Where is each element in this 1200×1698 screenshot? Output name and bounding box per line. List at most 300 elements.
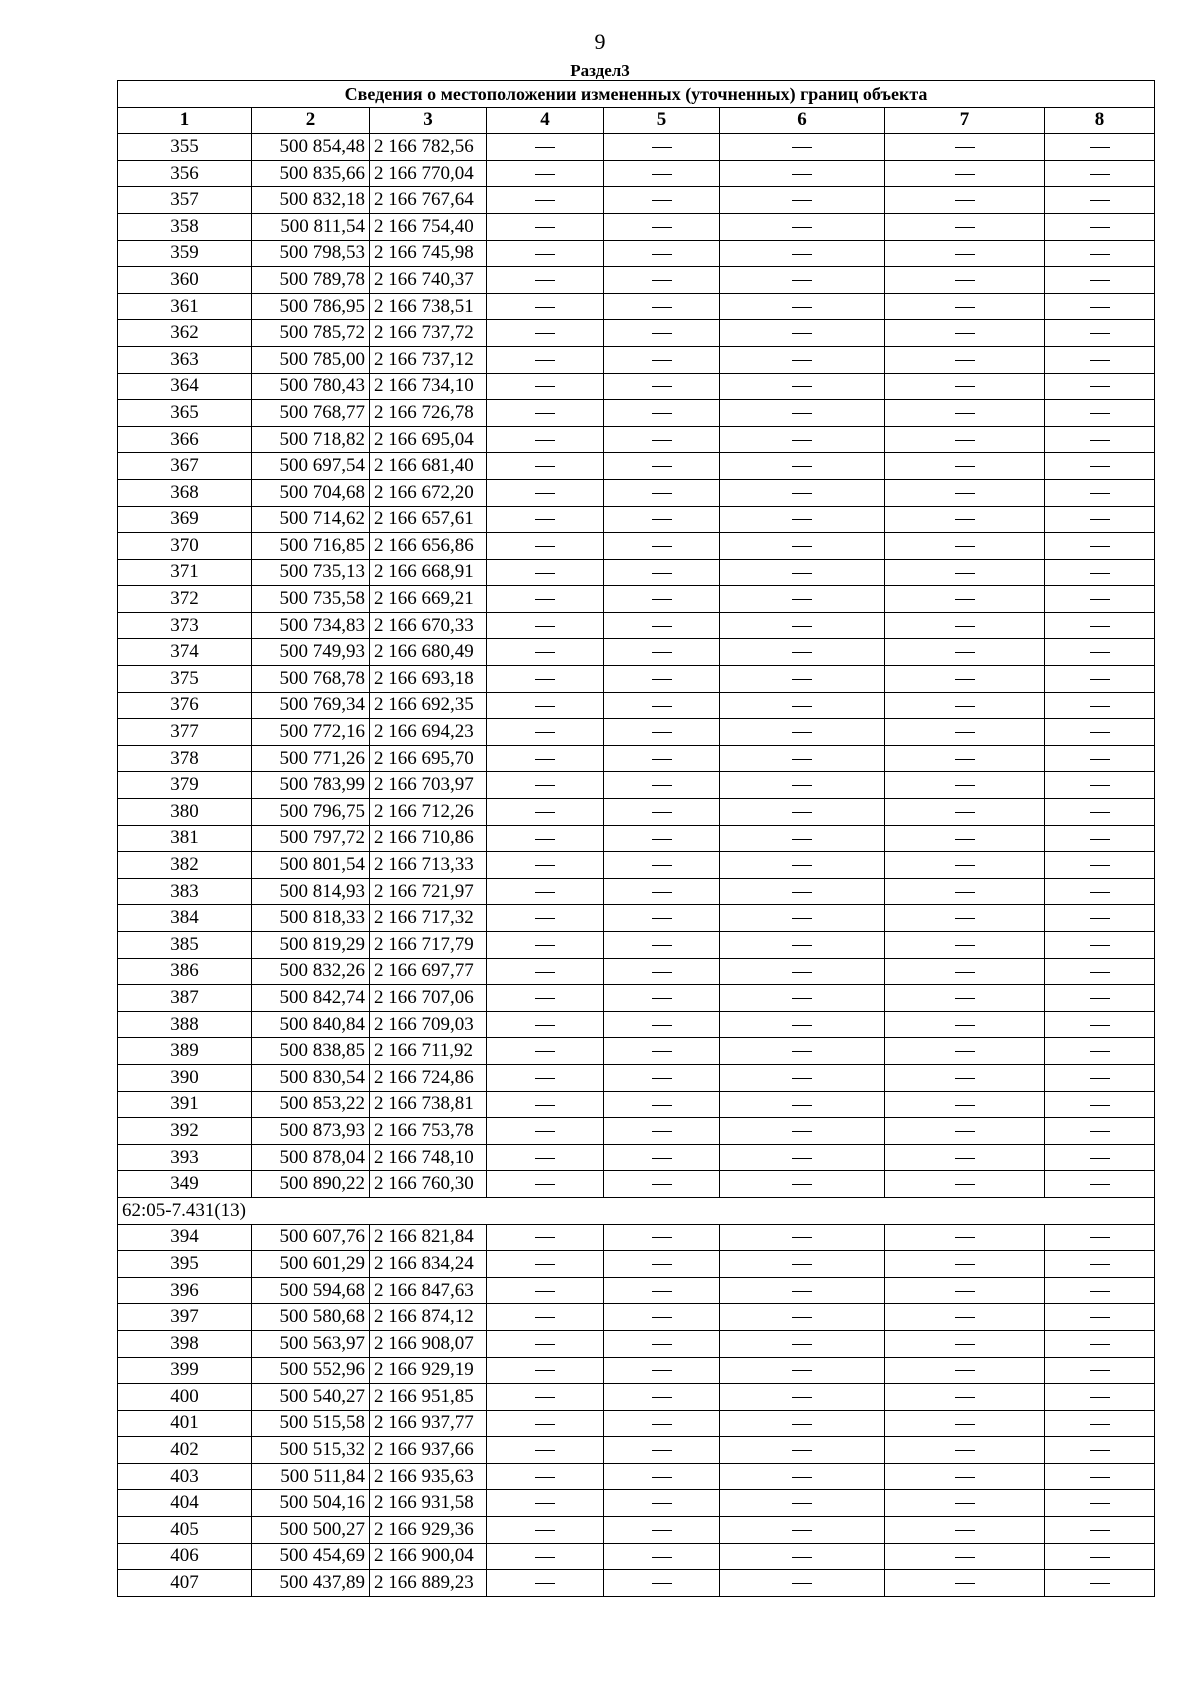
dash-mark xyxy=(792,1424,812,1425)
dash-mark xyxy=(955,573,975,574)
x-coordinate-cell: 500 437,89 xyxy=(252,1570,370,1597)
empty-value-cell xyxy=(604,772,720,799)
dash-mark xyxy=(1090,227,1110,228)
point-number-cell: 365 xyxy=(118,400,252,427)
point-number-cell: 355 xyxy=(118,134,252,161)
dash-mark xyxy=(535,972,555,973)
dash-mark xyxy=(792,227,812,228)
empty-value-cell xyxy=(885,1517,1045,1544)
empty-value-cell xyxy=(487,1277,604,1304)
point-number-cell: 349 xyxy=(118,1171,252,1198)
empty-value-cell xyxy=(1045,1517,1155,1544)
empty-value-cell xyxy=(1045,852,1155,879)
table-row xyxy=(118,373,1155,400)
empty-value-cell xyxy=(1045,1038,1155,1065)
dash-mark xyxy=(535,440,555,441)
x-coordinate-cell: 500 540,27 xyxy=(252,1384,370,1411)
dash-mark xyxy=(652,759,672,760)
y-coordinate-cell: 2 166 710,86 xyxy=(370,825,487,852)
table-row xyxy=(118,1437,1155,1464)
dash-mark xyxy=(955,519,975,520)
dash-mark xyxy=(535,918,555,919)
empty-value-cell xyxy=(885,1330,1045,1357)
empty-value-cell xyxy=(885,1091,1045,1118)
dash-mark xyxy=(955,147,975,148)
x-coordinate-cell: 500 704,68 xyxy=(252,479,370,506)
empty-value-cell xyxy=(1045,1011,1155,1038)
dash-mark xyxy=(652,839,672,840)
table-row xyxy=(118,293,1155,320)
empty-value-cell xyxy=(604,1277,720,1304)
empty-value-cell xyxy=(487,1357,604,1384)
dash-mark xyxy=(792,1051,812,1052)
table-row xyxy=(118,267,1155,294)
empty-value-cell xyxy=(1045,240,1155,267)
dash-mark xyxy=(955,1131,975,1132)
dash-mark xyxy=(792,1264,812,1265)
dash-mark xyxy=(535,1105,555,1106)
y-coordinate-cell: 2 166 737,12 xyxy=(370,346,487,373)
column-header: 5 xyxy=(604,107,720,134)
empty-value-cell xyxy=(720,1357,885,1384)
empty-value-cell xyxy=(720,453,885,480)
empty-value-cell xyxy=(487,1038,604,1065)
dash-mark xyxy=(792,1344,812,1345)
table-row xyxy=(118,559,1155,586)
empty-value-cell xyxy=(885,1570,1045,1597)
empty-value-cell xyxy=(487,772,604,799)
point-number-cell: 406 xyxy=(118,1543,252,1570)
x-coordinate-cell: 500 873,93 xyxy=(252,1118,370,1145)
dash-mark xyxy=(535,732,555,733)
dash-mark xyxy=(792,1583,812,1584)
table-row xyxy=(118,1304,1155,1331)
dash-mark xyxy=(535,652,555,653)
dash-mark xyxy=(652,360,672,361)
dash-mark xyxy=(1090,945,1110,946)
empty-value-cell xyxy=(885,1144,1045,1171)
y-coordinate-cell: 2 166 712,26 xyxy=(370,799,487,826)
table-row xyxy=(118,160,1155,187)
coordinates-table xyxy=(117,80,1155,1597)
empty-value-cell xyxy=(885,878,1045,905)
dash-mark xyxy=(955,998,975,999)
empty-value-cell xyxy=(1045,1118,1155,1145)
dash-mark xyxy=(1090,812,1110,813)
point-number-cell: 381 xyxy=(118,825,252,852)
point-number-cell: 388 xyxy=(118,1011,252,1038)
point-number-cell: 372 xyxy=(118,586,252,613)
point-number-cell: 383 xyxy=(118,878,252,905)
dash-mark xyxy=(535,1291,555,1292)
dash-mark xyxy=(792,1105,812,1106)
empty-value-cell xyxy=(604,453,720,480)
dash-mark xyxy=(792,1184,812,1185)
empty-value-cell xyxy=(487,905,604,932)
dash-mark xyxy=(535,1264,555,1265)
y-coordinate-cell: 2 166 697,77 xyxy=(370,958,487,985)
y-coordinate-cell: 2 166 937,66 xyxy=(370,1437,487,1464)
dash-mark xyxy=(955,280,975,281)
empty-value-cell xyxy=(604,905,720,932)
dash-mark xyxy=(792,1370,812,1371)
dash-mark xyxy=(535,679,555,680)
empty-value-cell xyxy=(720,506,885,533)
dash-mark xyxy=(792,759,812,760)
y-coordinate-cell: 2 166 656,86 xyxy=(370,533,487,560)
empty-value-cell xyxy=(885,745,1045,772)
empty-value-cell xyxy=(604,1251,720,1278)
dash-mark xyxy=(955,706,975,707)
y-coordinate-cell: 2 166 931,58 xyxy=(370,1490,487,1517)
y-coordinate-cell: 2 166 657,61 xyxy=(370,506,487,533)
empty-value-cell xyxy=(885,958,1045,985)
dash-mark xyxy=(955,839,975,840)
empty-value-cell xyxy=(720,799,885,826)
empty-value-cell xyxy=(604,400,720,427)
empty-value-cell xyxy=(487,878,604,905)
empty-value-cell xyxy=(604,1517,720,1544)
y-coordinate-cell: 2 166 672,20 xyxy=(370,479,487,506)
empty-value-cell xyxy=(604,958,720,985)
dash-mark xyxy=(652,333,672,334)
dash-mark xyxy=(1090,732,1110,733)
point-number-cell: 382 xyxy=(118,852,252,879)
dash-mark xyxy=(955,759,975,760)
dash-mark xyxy=(955,1051,975,1052)
x-coordinate-cell: 500 454,69 xyxy=(252,1543,370,1570)
x-coordinate-cell: 500 511,84 xyxy=(252,1463,370,1490)
y-coordinate-cell: 2 166 748,10 xyxy=(370,1144,487,1171)
empty-value-cell xyxy=(487,1144,604,1171)
x-coordinate-cell: 500 768,78 xyxy=(252,666,370,693)
empty-value-cell xyxy=(1045,479,1155,506)
table-row xyxy=(118,1570,1155,1597)
dash-mark xyxy=(1090,413,1110,414)
dash-mark xyxy=(955,466,975,467)
empty-value-cell xyxy=(720,160,885,187)
empty-value-cell xyxy=(487,1517,604,1544)
x-coordinate-cell: 500 786,95 xyxy=(252,293,370,320)
dash-mark xyxy=(535,1078,555,1079)
dash-mark xyxy=(652,1184,672,1185)
dash-mark xyxy=(535,1530,555,1531)
dash-mark xyxy=(955,812,975,813)
dash-mark xyxy=(535,466,555,467)
dash-mark xyxy=(652,1477,672,1478)
dash-mark xyxy=(1090,865,1110,866)
point-number-cell: 395 xyxy=(118,1251,252,1278)
table-row xyxy=(118,745,1155,772)
dash-mark xyxy=(535,839,555,840)
dash-mark xyxy=(792,599,812,600)
empty-value-cell xyxy=(885,586,1045,613)
empty-value-cell xyxy=(720,1251,885,1278)
y-coordinate-cell: 2 166 709,03 xyxy=(370,1011,487,1038)
empty-value-cell xyxy=(1045,932,1155,959)
dash-mark xyxy=(652,1344,672,1345)
dash-mark xyxy=(652,1105,672,1106)
dash-mark xyxy=(535,174,555,175)
x-coordinate-cell: 500 842,74 xyxy=(252,985,370,1012)
table-row xyxy=(118,400,1155,427)
empty-value-cell xyxy=(1045,1463,1155,1490)
empty-value-cell xyxy=(1045,1064,1155,1091)
empty-value-cell xyxy=(1045,612,1155,639)
dash-mark xyxy=(792,1503,812,1504)
column-header: 4 xyxy=(487,107,604,134)
dash-mark xyxy=(1090,1583,1110,1584)
empty-value-cell xyxy=(487,559,604,586)
point-number-cell: 397 xyxy=(118,1304,252,1331)
x-coordinate-cell: 500 814,93 xyxy=(252,878,370,905)
dash-mark xyxy=(955,1025,975,1026)
dash-mark xyxy=(652,1158,672,1159)
dash-mark xyxy=(792,626,812,627)
x-coordinate-cell: 500 580,68 xyxy=(252,1304,370,1331)
empty-value-cell xyxy=(487,1091,604,1118)
table-row xyxy=(118,1357,1155,1384)
table-row xyxy=(118,1384,1155,1411)
empty-value-cell xyxy=(487,453,604,480)
dash-mark xyxy=(652,679,672,680)
y-coordinate-cell: 2 166 900,04 xyxy=(370,1543,487,1570)
point-number-cell: 379 xyxy=(118,772,252,799)
table-row xyxy=(118,1463,1155,1490)
x-coordinate-cell: 500 749,93 xyxy=(252,639,370,666)
x-coordinate-cell: 500 697,54 xyxy=(252,453,370,480)
empty-value-cell xyxy=(1045,506,1155,533)
dash-mark xyxy=(955,546,975,547)
empty-value-cell xyxy=(885,426,1045,453)
dash-mark xyxy=(792,333,812,334)
empty-value-cell xyxy=(604,1543,720,1570)
y-coordinate-cell: 2 166 738,51 xyxy=(370,293,487,320)
empty-value-cell xyxy=(720,719,885,746)
empty-value-cell xyxy=(487,1384,604,1411)
empty-value-cell xyxy=(604,1463,720,1490)
x-coordinate-cell: 500 798,53 xyxy=(252,240,370,267)
dash-mark xyxy=(1090,546,1110,547)
empty-value-cell xyxy=(487,1490,604,1517)
empty-value-cell xyxy=(487,1543,604,1570)
empty-value-cell xyxy=(1045,666,1155,693)
dash-mark xyxy=(535,227,555,228)
point-number-cell: 373 xyxy=(118,612,252,639)
dash-mark xyxy=(652,945,672,946)
dash-mark xyxy=(535,1370,555,1371)
empty-value-cell xyxy=(487,719,604,746)
dash-mark xyxy=(1090,1291,1110,1292)
dash-mark xyxy=(792,1078,812,1079)
empty-value-cell xyxy=(604,479,720,506)
empty-value-cell xyxy=(487,533,604,560)
empty-value-cell xyxy=(720,267,885,294)
x-coordinate-cell: 500 835,66 xyxy=(252,160,370,187)
empty-value-cell xyxy=(604,1144,720,1171)
dash-mark xyxy=(955,254,975,255)
y-coordinate-cell: 2 166 753,78 xyxy=(370,1118,487,1145)
group-label: 62:05-7.431(13) xyxy=(118,1197,1155,1224)
point-number-cell: 407 xyxy=(118,1570,252,1597)
empty-value-cell xyxy=(720,1171,885,1198)
y-coordinate-cell: 2 166 937,77 xyxy=(370,1410,487,1437)
dash-mark xyxy=(792,972,812,973)
dash-mark xyxy=(955,307,975,308)
empty-value-cell xyxy=(885,373,1045,400)
point-number-cell: 375 xyxy=(118,666,252,693)
dash-mark xyxy=(955,360,975,361)
empty-value-cell xyxy=(1045,639,1155,666)
empty-value-cell xyxy=(1045,745,1155,772)
dash-mark xyxy=(652,280,672,281)
x-coordinate-cell: 500 789,78 xyxy=(252,267,370,294)
dash-mark xyxy=(652,200,672,201)
dash-mark xyxy=(535,360,555,361)
empty-value-cell xyxy=(487,745,604,772)
y-coordinate-cell: 2 166 692,35 xyxy=(370,692,487,719)
y-coordinate-cell: 2 166 847,63 xyxy=(370,1277,487,1304)
dash-mark xyxy=(1090,892,1110,893)
empty-value-cell xyxy=(885,1357,1045,1384)
x-coordinate-cell: 500 785,72 xyxy=(252,320,370,347)
empty-value-cell xyxy=(720,134,885,161)
dash-mark xyxy=(792,386,812,387)
dash-mark xyxy=(955,1397,975,1398)
dash-mark xyxy=(1090,333,1110,334)
point-number-cell: 405 xyxy=(118,1517,252,1544)
empty-value-cell xyxy=(885,1490,1045,1517)
empty-value-cell xyxy=(1045,293,1155,320)
empty-value-cell xyxy=(1045,958,1155,985)
dash-mark xyxy=(652,1025,672,1026)
empty-value-cell xyxy=(604,134,720,161)
empty-value-cell xyxy=(720,1304,885,1331)
empty-value-cell xyxy=(720,533,885,560)
dash-mark xyxy=(535,1583,555,1584)
dash-mark xyxy=(535,945,555,946)
empty-value-cell xyxy=(885,506,1045,533)
empty-value-cell xyxy=(487,373,604,400)
dash-mark xyxy=(535,1424,555,1425)
empty-value-cell xyxy=(1045,1144,1155,1171)
dash-mark xyxy=(1090,254,1110,255)
empty-value-cell xyxy=(1045,134,1155,161)
x-coordinate-cell: 500 830,54 xyxy=(252,1064,370,1091)
y-coordinate-cell: 2 166 695,70 xyxy=(370,745,487,772)
empty-value-cell xyxy=(487,506,604,533)
dash-mark xyxy=(955,1237,975,1238)
dash-mark xyxy=(652,892,672,893)
dash-mark xyxy=(955,1583,975,1584)
empty-value-cell xyxy=(1045,160,1155,187)
empty-value-cell xyxy=(885,559,1045,586)
empty-value-cell xyxy=(720,852,885,879)
empty-value-cell xyxy=(1045,373,1155,400)
section-label: Раздел3 xyxy=(570,61,630,80)
empty-value-cell xyxy=(1045,1570,1155,1597)
y-coordinate-cell: 2 166 734,10 xyxy=(370,373,487,400)
dash-mark xyxy=(1090,1450,1110,1451)
point-number-cell: 385 xyxy=(118,932,252,959)
group-header-row xyxy=(118,1197,1155,1224)
empty-value-cell xyxy=(885,612,1045,639)
dash-mark xyxy=(792,1237,812,1238)
empty-value-cell xyxy=(885,1038,1045,1065)
dash-mark xyxy=(535,546,555,547)
empty-value-cell xyxy=(720,1091,885,1118)
dash-mark xyxy=(1090,1078,1110,1079)
table-row xyxy=(118,1330,1155,1357)
empty-value-cell xyxy=(604,878,720,905)
empty-value-cell xyxy=(487,479,604,506)
empty-value-cell xyxy=(487,852,604,879)
x-coordinate-cell: 500 769,34 xyxy=(252,692,370,719)
y-coordinate-cell: 2 166 695,04 xyxy=(370,426,487,453)
dash-mark xyxy=(535,307,555,308)
empty-value-cell xyxy=(720,346,885,373)
dash-mark xyxy=(792,998,812,999)
dash-mark xyxy=(792,307,812,308)
table-row xyxy=(118,958,1155,985)
y-coordinate-cell: 2 166 760,30 xyxy=(370,1171,487,1198)
empty-value-cell xyxy=(885,1011,1045,1038)
dash-mark xyxy=(792,785,812,786)
empty-value-cell xyxy=(604,187,720,214)
x-coordinate-cell: 500 801,54 xyxy=(252,852,370,879)
empty-value-cell xyxy=(720,1038,885,1065)
dash-mark xyxy=(652,706,672,707)
table-row xyxy=(118,692,1155,719)
empty-value-cell xyxy=(487,1330,604,1357)
y-coordinate-cell: 2 166 717,32 xyxy=(370,905,487,932)
dash-mark xyxy=(792,174,812,175)
empty-value-cell xyxy=(885,1171,1045,1198)
table-row xyxy=(118,586,1155,613)
dash-mark xyxy=(1090,1503,1110,1504)
dash-mark xyxy=(535,1184,555,1185)
dash-mark xyxy=(535,1237,555,1238)
dash-mark xyxy=(1090,1370,1110,1371)
dash-mark xyxy=(652,1530,672,1531)
empty-value-cell xyxy=(1045,400,1155,427)
empty-value-cell xyxy=(885,932,1045,959)
y-coordinate-cell: 2 166 693,18 xyxy=(370,666,487,693)
x-coordinate-cell: 500 718,82 xyxy=(252,426,370,453)
empty-value-cell xyxy=(885,1463,1045,1490)
point-number-cell: 358 xyxy=(118,213,252,240)
column-header: 1 xyxy=(118,107,252,134)
empty-value-cell xyxy=(487,799,604,826)
y-coordinate-cell: 2 166 951,85 xyxy=(370,1384,487,1411)
dash-mark xyxy=(652,1078,672,1079)
empty-value-cell xyxy=(604,1171,720,1198)
y-coordinate-cell: 2 166 782,56 xyxy=(370,134,487,161)
empty-value-cell xyxy=(720,1490,885,1517)
x-coordinate-cell: 500 771,26 xyxy=(252,745,370,772)
empty-value-cell xyxy=(1045,1277,1155,1304)
empty-value-cell xyxy=(487,267,604,294)
y-coordinate-cell: 2 166 740,37 xyxy=(370,267,487,294)
empty-value-cell xyxy=(1045,1330,1155,1357)
empty-value-cell xyxy=(885,639,1045,666)
empty-value-cell xyxy=(885,320,1045,347)
y-coordinate-cell: 2 166 935,63 xyxy=(370,1463,487,1490)
empty-value-cell xyxy=(487,612,604,639)
empty-value-cell xyxy=(487,692,604,719)
empty-value-cell xyxy=(720,187,885,214)
dash-mark xyxy=(792,918,812,919)
